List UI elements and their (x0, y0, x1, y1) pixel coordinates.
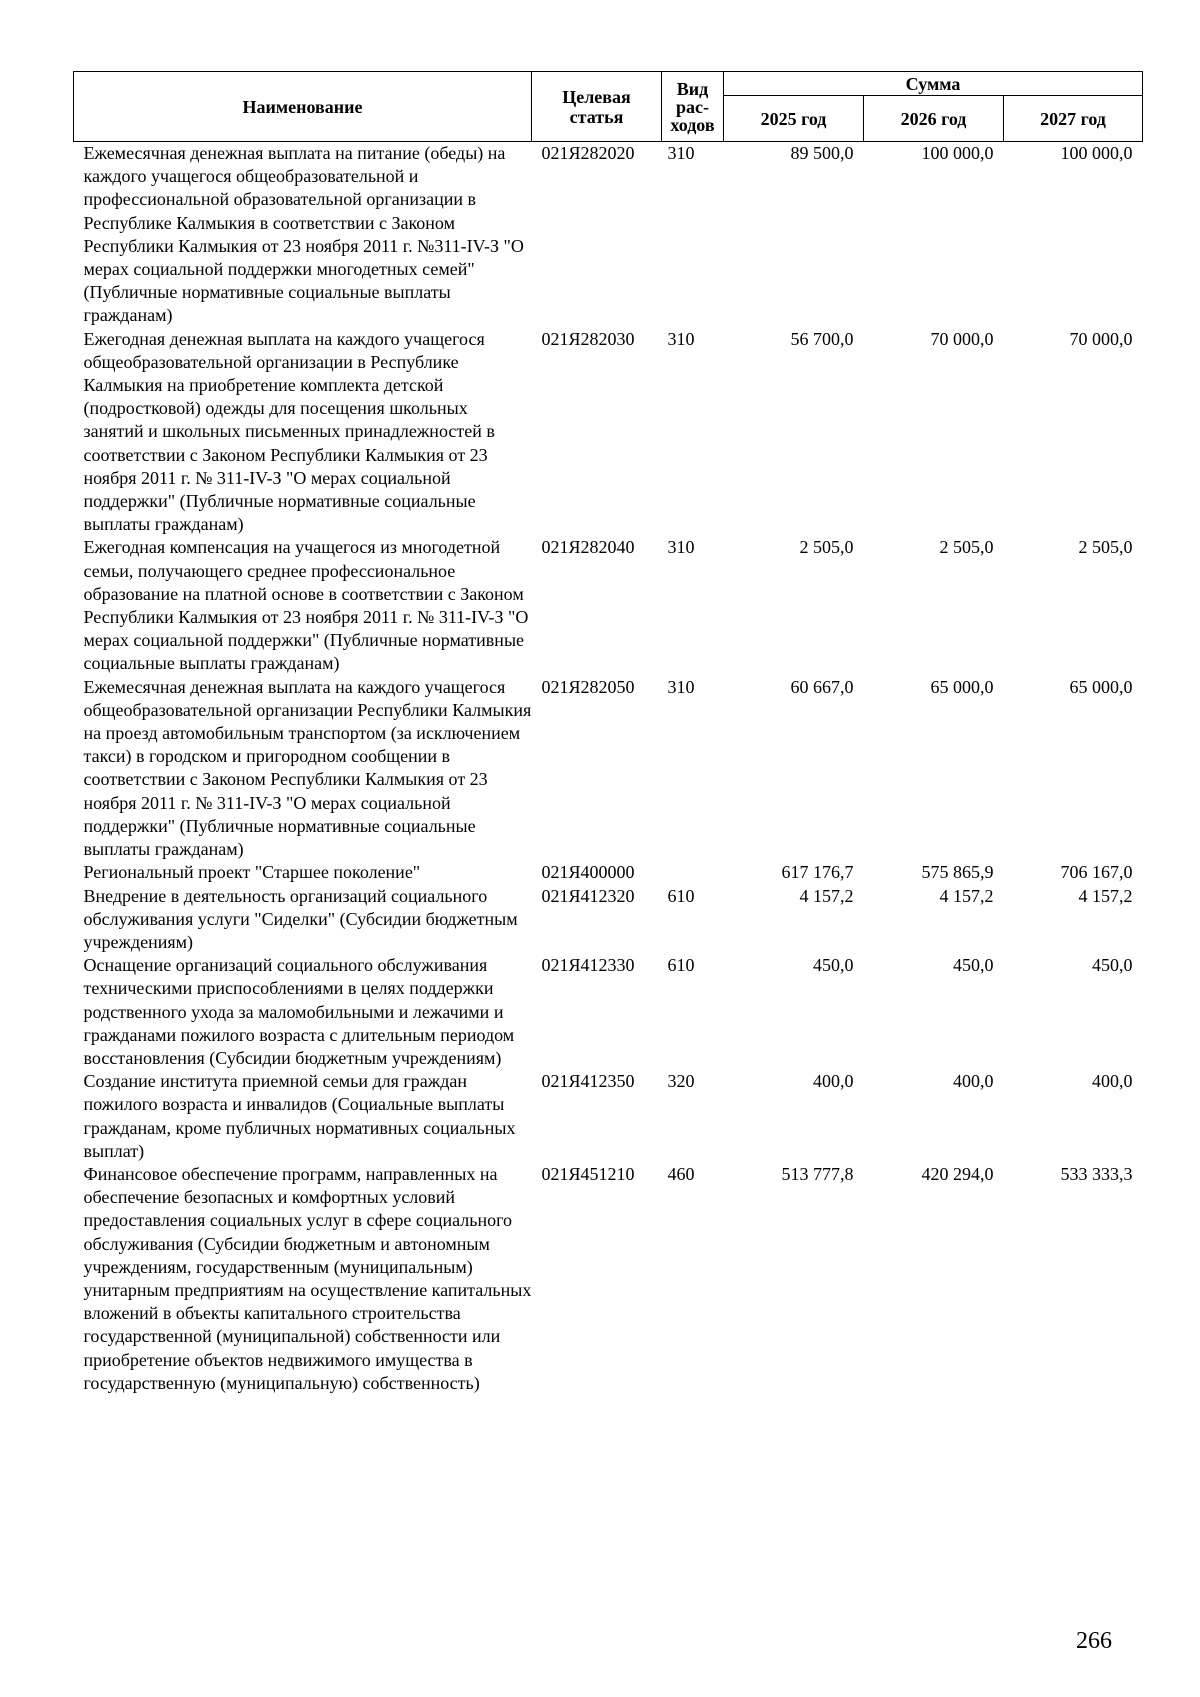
header-name: Наименование (74, 72, 532, 142)
header-code: Целевая статья (532, 72, 662, 142)
table-row (74, 676, 1143, 862)
row-name: Создание института приемной семьи для граждан пожилого возраста и инвалидов (Социальные выплаты гражданам, кроме публичных нормативных социальных выплат) (83, 1071, 516, 1161)
row-code: 021Я282050 (541, 676, 635, 697)
row-name: Ежемесячная денежная выплата на питание (обеды) на каждого учащегося общеобразовательной и профессиональной образовательной организации в Республике Калмыкия в соответствии с Законом Республики Калмыкия от 23 ноября 2011 г. №311-IV-З "О мерах социальной поддержки многодетных семей" (Публичные нормативные социальные выплаты гражданам) (83, 143, 524, 326)
row-sum-2027: 65 000,0 (1069, 676, 1133, 697)
row-sum-2025: 89 500,0 (790, 143, 854, 163)
row-vid: 310 (667, 143, 695, 163)
row-sum-2026: 4 157,2 (939, 885, 994, 906)
table-row (74, 328, 1143, 537)
row-sum-2025: 60 667,0 (790, 676, 854, 697)
row-code: 021Я451210 (541, 1163, 635, 1184)
row-name: Ежегодная компенсация на учащегося из многодетной семьи, получающего среднее профессиональное образование на платной основе в соответствии с Законом Республики Калмыкия от 23 ноября 2011 г. № 311-IV-З "О мерах социальной поддержки" (Публичные нормативные социальные выплаты гражданам) (83, 537, 529, 674)
row-name: Ежемесячная денежная выплата на каждого учащегося общеобразовательной организации Республики Калмыкия на проезд автомобильным транспортом (за исключением такси) в городском и пригородном сообщении в соответствии с Законом Республики Калмыкия от 23 ноября 2011 г. № 311-IV-З "О мерах социальной поддержки" (Публичные нормативные социальные выплаты гражданам) (83, 676, 532, 860)
table-row (74, 954, 1143, 1070)
table-row (74, 861, 1143, 884)
header-year-2026: 2026 год (864, 96, 1004, 142)
row-sum-2026: 2 505,0 (939, 537, 994, 558)
row-sum-2025: 2 505,0 (799, 537, 854, 558)
row-sum-2025: 400,0 (813, 1071, 854, 1092)
table-row (74, 1070, 1143, 1163)
row-sum-2027: 400,0 (1092, 1071, 1133, 1092)
row-sum-2026: 70 000,0 (930, 328, 994, 349)
row-sum-2025: 513 777,8 (781, 1163, 854, 1184)
row-sum-2026: 400,0 (953, 1071, 994, 1092)
row-sum-2026: 100 000,0 (921, 143, 994, 163)
row-code: 021Я282030 (541, 328, 635, 349)
table-header (74, 72, 1143, 142)
row-sum-2027: 533 333,3 (1060, 1163, 1133, 1184)
row-name: Внедрение в деятельность организаций социального обслуживания услуги "Сиделки" (Субсидии бюджетным учреждениям) (83, 885, 518, 952)
row-code: 021Я282020 (541, 143, 635, 163)
row-name: Ежегодная денежная выплата на каждого учащегося общеобразовательной организации в Республике Калмыкия на приобретение комплекта детской (подростковой) одежды для посещения школьных занятий и школьных письменных принадлежностей в соответствии с Законом Республики Калмыкия от 23 ноября 2011 г. № 311-IV-З "О мерах социальной поддержки" (Публичные нормативные социальные выплаты гражданам) (83, 328, 495, 535)
table-row (74, 885, 1143, 955)
header-sum: Сумма (724, 72, 1143, 96)
row-code: 021Я412320 (541, 885, 635, 906)
row-name: Региональный проект "Старшее поколение" (83, 862, 421, 883)
row-sum-2025: 56 700,0 (790, 328, 854, 349)
row-sum-2026: 575 865,9 (921, 862, 994, 883)
header-year-2027: 2027 год (1004, 96, 1143, 142)
row-vid: 610 (667, 885, 695, 906)
row-vid: 310 (667, 537, 695, 558)
row-code: 021Я282040 (541, 537, 635, 558)
table-row (74, 1163, 1143, 1395)
page-number: 266 (1076, 1628, 1112, 1654)
row-sum-2027: 450,0 (1092, 955, 1133, 976)
row-sum-2027: 2 505,0 (1078, 537, 1133, 558)
row-code: 021Я412330 (541, 955, 635, 976)
row-code: 021Я400000 (541, 862, 635, 883)
table-row (74, 536, 1143, 675)
row-sum-2025: 4 157,2 (799, 885, 854, 906)
row-sum-2027: 706 167,0 (1060, 862, 1133, 883)
header-vid: Вид рас-ходов (662, 72, 724, 142)
row-vid (662, 861, 724, 884)
budget-table-page (73, 71, 1142, 1395)
row-vid: 320 (667, 1071, 695, 1092)
row-vid: 610 (667, 955, 695, 976)
row-sum-2025: 617 176,7 (781, 862, 854, 883)
row-sum-2026: 420 294,0 (921, 1163, 994, 1184)
row-sum-2027: 100 000,0 (1060, 143, 1133, 163)
row-name: Финансовое обеспечение программ, направленных на обеспечение безопасных и комфортных условий предоставления социальных услуг в сфере социального обслуживания (Субсидии бюджетным и автономным учреждениям, государственным (муниципальным) унитарным предприятиям на осуществление капитальных вложений в объекты капитального строительства государственной (муниципальной) собственности или приобретение объектов недвижимого имущества в государственную (муниципальную) собственность) (83, 1163, 532, 1393)
row-sum-2025: 450,0 (813, 955, 854, 976)
row-sum-2026: 450,0 (953, 955, 994, 976)
row-vid: 310 (667, 676, 695, 697)
row-vid: 460 (667, 1163, 695, 1184)
row-code: 021Я412350 (541, 1071, 635, 1092)
budget-table (73, 71, 1143, 1395)
header-year-2025: 2025 год (724, 96, 864, 142)
table-row (74, 142, 1143, 328)
row-name: Оснащение организаций социального обслуживания техническими приспособлениями в целях поддержки родственного ухода за маломобильными и лежачими и гражданами пожилого возраста с длительным периодом восстановления (Субсидии бюджетным учреждениям) (83, 955, 515, 1068)
row-sum-2027: 4 157,2 (1078, 885, 1133, 906)
row-sum-2027: 70 000,0 (1069, 328, 1133, 349)
row-sum-2026: 65 000,0 (930, 676, 994, 697)
row-vid: 310 (667, 328, 695, 349)
